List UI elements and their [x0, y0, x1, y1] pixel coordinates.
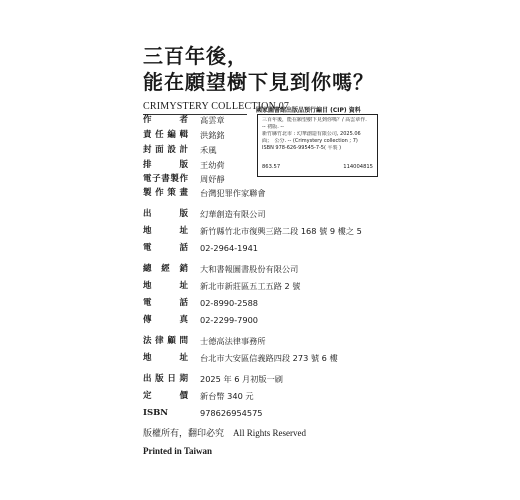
cip-box	[257, 114, 378, 177]
cip-line: -- 初版. --	[262, 124, 284, 130]
publisher-label: 出版	[143, 209, 188, 219]
credit-value: 高雲章	[200, 115, 225, 125]
edition-label: 出版日期	[143, 374, 188, 384]
distributor-value: 大和書報圖書股份有限公司	[200, 264, 299, 274]
rights-notice: 版權所有，翻印必究 All Rights Reserved	[143, 428, 306, 438]
credit-label: 責任編輯	[143, 130, 188, 140]
legal-label: 法律顧問	[143, 336, 188, 346]
credit-value: 王幼荷	[200, 160, 225, 170]
edition-value: 978626954575	[200, 408, 263, 418]
cip-record-number: 114004815	[343, 164, 373, 170]
legal-label: 地址	[143, 353, 188, 363]
distributor-value: 02-8990-2588	[200, 298, 259, 308]
cip-header: 國家圖書館出版品預行編目 (CIP) 資料	[256, 107, 361, 114]
edition-label: 定價	[143, 391, 188, 401]
edition-value: 新台幣 340 元	[200, 391, 254, 401]
cip-line: 三百年後，能在願望樹下見到你嗎？/ 高雲章作.	[262, 117, 367, 123]
credit-value: 台灣犯罪作家聯會	[200, 188, 266, 198]
distributor-value: 新北市新莊區五工五路 2 號	[200, 281, 301, 291]
credit-label: 封面設計	[143, 145, 188, 155]
legal-value: 士德高法律事務所	[200, 336, 266, 346]
distributor-label: 地址	[143, 281, 188, 291]
printed-in: Printed in Taiwan	[143, 446, 213, 456]
credit-label: 電子書製作	[143, 174, 188, 184]
legal-value: 台北市大安區信義路四段 273 號 6 樓	[200, 353, 338, 363]
distributor-label: 總經銷	[143, 264, 188, 274]
credit-value: 洪銘銘	[200, 130, 225, 140]
book-title-line-2: 能在願望樹下見到你嗎？	[143, 70, 374, 94]
cip-line: 新竹縣竹北市 : 幻華創造有限公司, 2025.06	[262, 131, 361, 137]
distributor-label: 傳真	[143, 315, 188, 325]
edition-value: 2025 年 6 月初版一刷	[200, 374, 283, 384]
publisher-label: 地址	[143, 226, 188, 236]
cip-class-number: 863.57	[262, 164, 281, 170]
edition-label: ISBN	[143, 408, 169, 418]
publisher-label: 電話	[143, 243, 188, 253]
credit-value: 禾風	[200, 145, 217, 155]
credit-label: 排版	[143, 160, 188, 170]
publisher-value: 新竹縣竹北市復興三路二段 168 號 9 樓之 5	[200, 226, 362, 236]
distributor-value: 02-2299-7900	[200, 315, 259, 325]
book-title-line-1: 三百年後，	[143, 44, 248, 68]
distributor-label: 電話	[143, 298, 188, 308]
credit-label: 製作策畫	[143, 188, 188, 198]
cip-line: ISBN 978-626-99545-7-5( 平裝 )	[262, 145, 342, 151]
series-label: CRIMYSTERY COLLECTION 07	[143, 101, 247, 115]
publisher-value: 幻華創造有限公司	[200, 209, 266, 219]
cip-line: 面； 公分. -- (Crimystery collection ; 7)	[262, 138, 358, 144]
credit-value: 周妤靜	[200, 174, 225, 184]
credit-label: 作者	[143, 115, 188, 125]
publisher-value: 02-2964-1941	[200, 243, 259, 253]
